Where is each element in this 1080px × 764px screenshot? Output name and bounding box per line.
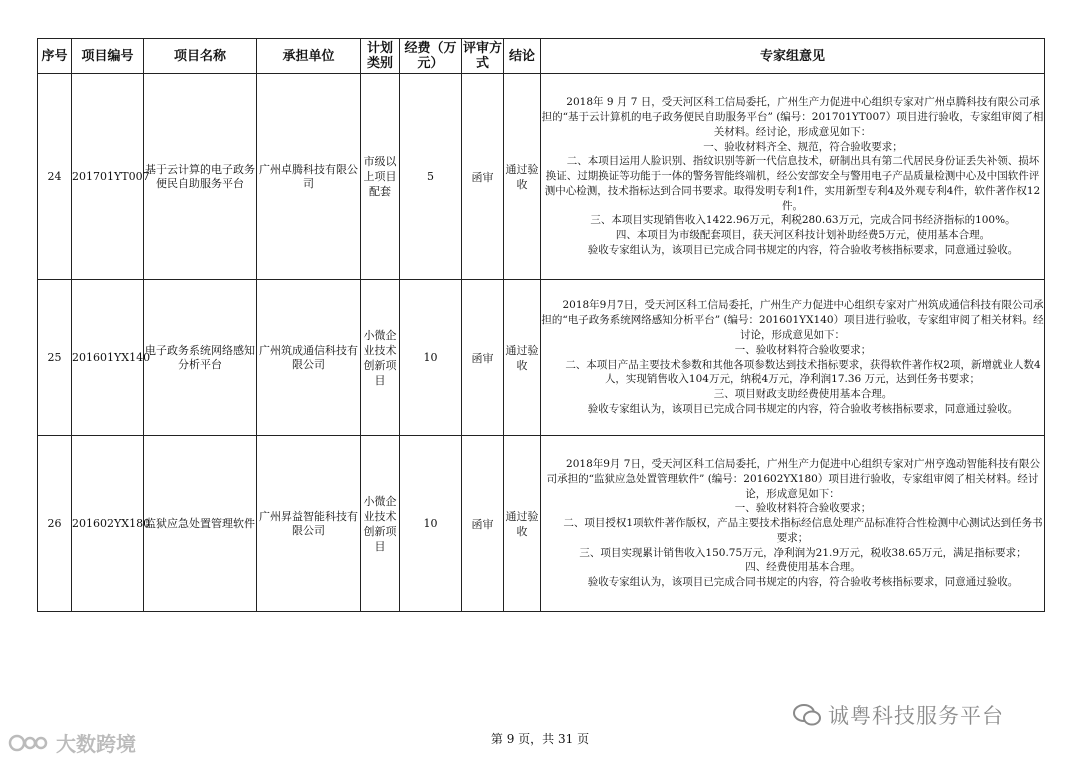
opinion-paragraph: 三、项目实现累计销售收入150.75万元，净利润为21.9万元，税收38.65万元，满足指标要求； <box>579 546 1027 559</box>
row-code-cell: 201601YX140 <box>72 280 144 436</box>
project-acceptance-table-sheet <box>37 38 1045 610</box>
row-review-cell: 函审 <box>462 74 504 280</box>
row-unit-cell: 广州昇益智能科技有限公司 <box>257 436 361 612</box>
row-unit-cell: 广州筑成通信科技有限公司 <box>257 280 361 436</box>
row-opinion-cell <box>541 280 1045 436</box>
row-review-cell: 函审 <box>462 436 504 612</box>
header-conclusion: 结论 <box>504 39 541 74</box>
header-name: 项目名称 <box>144 39 257 74</box>
watermark-source <box>8 728 136 757</box>
opinion-paragraph: 2018年9月 7日，受天河区科工信局委托，广州生产力促进中心组织专家对广州亨逸动智能科技有限公司承担的“监狱应急处置管理软件” (编号：201602YX180）项目进行验收，专家组审阅了相关材料。经讨论，形成意见如下： <box>546 457 1040 500</box>
row-code-cell: 201602YX180 <box>72 436 144 612</box>
row-category-cell: 小微企业技术创新项目 <box>361 436 400 612</box>
opinion-paragraph: 四、本项目为市级配套项目，获天河区科技计划补助经费5万元，使用基本合理。 <box>615 229 991 242</box>
opinion-paragraph: 验收专家组认为，该项目已完成合同书规定的内容，符合验收考核指标要求，同意通过验收。 <box>587 244 1019 257</box>
row-name-cell: 监狱应急处置管理软件 <box>144 436 257 612</box>
header-unit: 承担单位 <box>257 39 361 74</box>
row-review-cell: 函审 <box>462 280 504 436</box>
opinion-paragraph: 二、项目授权1项软件著作版权，产品主要技术指标经信息处理产品标准符合性检测中心测试达到任务书要求； <box>563 517 1043 544</box>
header-review: 评审方式 <box>462 39 504 74</box>
wechat-icon <box>792 703 822 727</box>
opinion-paragraph: 2018年 9 月 7 日，受天河区科工信局委托，广州生产力促进中心组织专家对广州卓腾科技有限公司承担的“基于云计算机的电子政务便民自助服务平台” (编号：201701YT007）项目进行验收，专家组审阅了相关材料。经讨论，形成意见如下： <box>541 96 1044 138</box>
opinion-paragraph: 一、验收材料符合验收要求； <box>734 343 872 356</box>
header-opinion: 专家组意见 <box>541 39 1045 74</box>
table-header-row <box>38 39 1045 74</box>
table-row <box>38 280 1045 436</box>
opinion-paragraph: 2018年9月7日，受天河区科工信局委托，广州生产力促进中心组织专家对广州筑成通信科技有限公司承担的“电子政务系统网络感知分析平台” (编号：201601YX140）项目进行验收，专家组审阅了相关材料。经讨论，形成意见如下： <box>541 299 1044 341</box>
header-seq: 序号 <box>38 39 72 74</box>
row-category-cell: 市级以上项目配套 <box>361 74 400 280</box>
row-code-cell: 201701YT007 <box>72 74 144 280</box>
header-code: 项目编号 <box>72 39 144 74</box>
opinion-paragraph: 四、经费使用基本合理。 <box>745 561 861 574</box>
row-opinion-cell <box>541 436 1045 612</box>
opinion-paragraph: 二、本项目运用人脸识别、指纹识别等新一代信息技术，研制出具有第二代居民身份证丢失补领、损坏换证、过期换证等功能于一体的警务智能终端机，经公安部安全与警用电子产品质量检测中心及中国软件评测中心检测，技术指标达到合同书要求。取得发明专利1件，实用新型专利4及外观专利4件，软件著作权12件。 <box>544 155 1041 212</box>
row-conclusion-cell: 通过验收 <box>504 74 541 280</box>
row-seq-cell: 26 <box>38 436 72 612</box>
table-row <box>38 436 1045 612</box>
row-seq-cell: 24 <box>38 74 72 280</box>
watermark-brand-text: 诚粤科技服务平台 <box>828 704 1004 728</box>
header-category: 计划类别 <box>361 39 400 74</box>
row-name-cell: 基于云计算的电子政务便民自助服务平台 <box>144 74 257 280</box>
row-category-cell: 小微企业技术创新项目 <box>361 280 400 436</box>
opinion-paragraph: 验收专家组认为，该项目已完成合同书规定的内容，符合验收考核指标要求，同意通过验收。 <box>587 402 1019 415</box>
opinion-paragraph: 二、本项目产品主要技术参数和其他各项参数达到技术指标要求，获得软件著作权2项，新增就业人数4人，实现销售收入104万元，纳税4万元，净利润17.36 万元，达到任务书要求； <box>565 358 1041 386</box>
watermark-source-text: 大数跨境 <box>56 732 136 756</box>
opinion-paragraph: 验收专家组认为，该项目已完成合同书规定的内容，符合验收考核指标要求，同意通过验收。 <box>587 576 1019 589</box>
header-fund: 经费（万元） <box>400 39 462 74</box>
row-opinion-cell <box>541 74 1045 280</box>
row-fund-cell: 5 <box>400 74 462 280</box>
project-acceptance-table <box>37 38 1045 612</box>
page-footer: 第 9 页，共 31 页 <box>490 732 590 746</box>
opinion-paragraph: 一、验收材料符合验收要求； <box>734 502 872 515</box>
row-fund-cell: 10 <box>400 436 462 612</box>
opinion-paragraph: 一、验收材料齐全、规范，符合验收要求； <box>703 140 903 153</box>
opinion-paragraph: 三、项目财政支助经费使用基本合理。 <box>713 388 893 401</box>
table-row <box>38 74 1045 280</box>
logo-icon <box>8 732 52 754</box>
opinion-paragraph: 三、本项目实现销售收入1422.96万元，利税280.63万元，完成合同书经济指标的100%。 <box>590 214 1016 227</box>
row-fund-cell: 10 <box>400 280 462 436</box>
row-conclusion-cell: 通过验收 <box>504 436 541 612</box>
row-unit-cell: 广州卓腾科技有限公司 <box>257 74 361 280</box>
row-seq-cell: 25 <box>38 280 72 436</box>
row-name-cell: 电子政务系统网络感知分析平台 <box>144 280 257 436</box>
row-conclusion-cell: 通过验收 <box>504 280 541 436</box>
watermark-brand <box>792 700 1004 730</box>
